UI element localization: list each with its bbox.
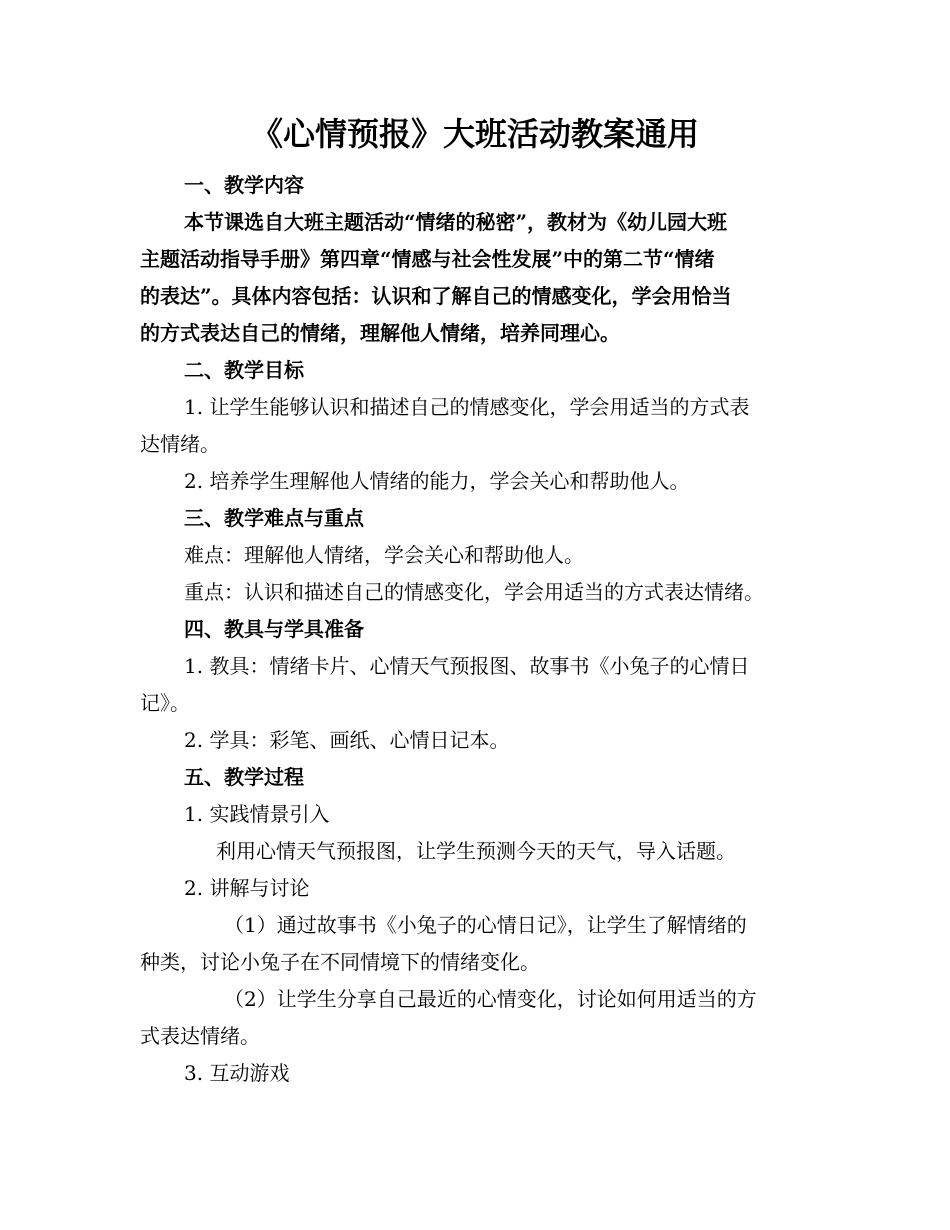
section-heading-difficulties: 三、教学难点与重点 bbox=[184, 506, 364, 530]
paragraph-line: （1）通过故事书《小兔子的心情日记》，让学生了解情绪的 bbox=[224, 913, 747, 937]
section-heading-materials: 四、教具与学具准备 bbox=[184, 617, 364, 641]
paragraph-line: 2. 学具：彩笔、画纸、心情日记本。 bbox=[184, 728, 510, 752]
document-title: 《心情预报》大班活动教案通用 bbox=[250, 115, 699, 153]
paragraph-line: 主题活动指导手册》第四章“情感与社会性发展”中的第二节“情绪 bbox=[140, 247, 715, 271]
paragraph-line: 1. 实践情景引入 bbox=[184, 802, 330, 826]
paragraph-line: 的方式表达自己的情绪，理解他人情绪，培养同理心。 bbox=[140, 321, 620, 345]
paragraph-line: 2. 培养学生理解他人情绪的能力，学会关心和帮助他人。 bbox=[184, 469, 690, 493]
paragraph-line: 种类，讨论小兔子在不同情境下的情绪变化。 bbox=[140, 950, 540, 974]
paragraph-line: 利用心情天气预报图，让学生预测今天的天气，导入话题。 bbox=[216, 839, 736, 863]
section-heading-content: 一、教学内容 bbox=[184, 173, 304, 197]
paragraph-line: 1. 让学生能够认识和描述自己的情感变化，学会用适当的方式表 bbox=[184, 395, 750, 419]
paragraph-line: 难点：理解他人情绪，学会关心和帮助他人。 bbox=[184, 543, 584, 567]
paragraph-line: 重点：认识和描述自己的情感变化，学会用适当的方式表达情绪。 bbox=[184, 580, 764, 604]
paragraph-line: 达情绪。 bbox=[140, 432, 220, 456]
paragraph-line: 2. 讲解与讨论 bbox=[184, 876, 310, 900]
paragraph-line: 1. 教具：情绪卡片、心情天气预报图、故事书《小兔子的心情日 bbox=[184, 654, 750, 678]
section-heading-goals: 二、教学目标 bbox=[184, 358, 304, 382]
paragraph-line: 式表达情绪。 bbox=[140, 1024, 260, 1048]
paragraph-line: （2）让学生分享自己最近的心情变化，讨论如何用适当的方 bbox=[224, 987, 757, 1011]
section-heading-process: 五、教学过程 bbox=[184, 765, 304, 789]
paragraph-line: 3. 互动游戏 bbox=[184, 1061, 290, 1085]
paragraph-line: 记》。 bbox=[140, 691, 190, 715]
paragraph-line: 本节课选自大班主题活动“情绪的秘密”，教材为《幼儿园大班 bbox=[184, 210, 728, 234]
paragraph-line: 的表达”。具体内容包括：认识和了解自己的情感变化，学会用恰当 bbox=[140, 284, 732, 308]
